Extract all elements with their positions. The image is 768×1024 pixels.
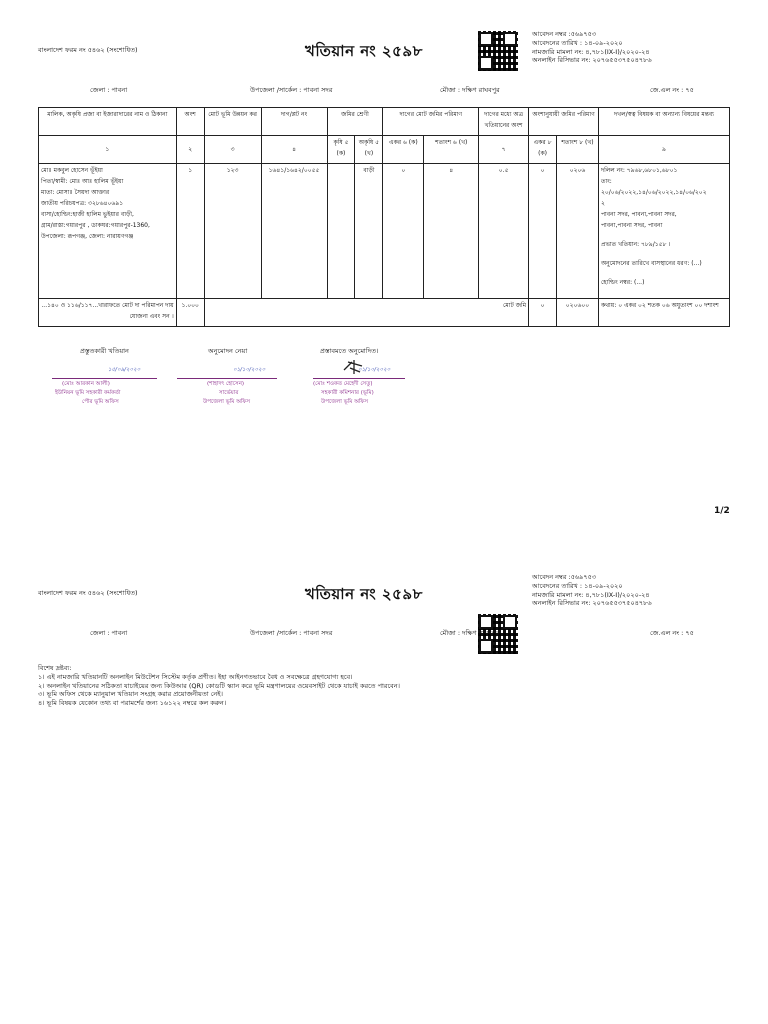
remarks-line: দলিল নং: ৭৯৬৮,৬৮০১,৬৮০১ — [600, 167, 678, 174]
jl-number: জে.এল নং : ৭৫ — [650, 629, 694, 637]
header-remarks: দখল/স্বত্ব বিষয়ক বা অন্যান্য বিষয়ের মন্তব্য — [598, 108, 729, 136]
signature-date: ০১/১০/২০২০ — [233, 367, 266, 373]
note-item: ৩। ভূমি অফিস থেকে ম্যানুয়াল খতিয়ান সংগ্রহ করার প্রয়োজনীয়তা নেই। — [38, 690, 223, 699]
owner-line: উপজেলা: রূপগঞ্জ, জেলা: নারায়ণগঞ্জ — [41, 233, 134, 240]
khatian-table — [38, 107, 730, 327]
upazila: উপজেলা /সার্কেল : পাবনা সদর — [250, 86, 333, 94]
remarks-line: প্রভাত খতিয়ান: ৭৮৯/১৫৮ । — [600, 241, 671, 248]
subheader-shotangsho: শতাংশ ৬ (খ) — [424, 136, 479, 164]
header-share-area: অংশানুযায়ী জমির পরিমাণ — [529, 108, 599, 136]
mouza: মৌজা : দক্ষিণ রাঘবপুর — [440, 86, 500, 94]
signature-office: পৌর ভূমি অফিস — [82, 399, 119, 405]
application-date: আবেদনের তারিখ : ১৪-০৯-২০২০ — [532, 581, 623, 590]
case-number: নামজারি মামলা নং: ৪,৭৮১(IX-I)/২০২০-২৪ — [532, 590, 650, 599]
signature-role: সার্ভেয়ার — [219, 390, 239, 396]
col-num-4: ৪ — [261, 136, 327, 164]
signature-heading: প্রস্তুতকারী খতিয়ান — [80, 347, 129, 355]
application-number: আবেদন নম্বর :৫৬৯৭৫৩ — [532, 30, 597, 38]
akrishi-cell: বাড়ী — [355, 164, 383, 299]
shotangsho-cell: ৪ — [424, 164, 479, 299]
header-class: জমির শ্রেণী — [327, 108, 383, 136]
signature-name: (মোঃ শওকত মেহেদী সেতু) — [313, 381, 373, 387]
signature-date: ০১/১০/২০২০ — [358, 367, 391, 373]
owner-line: পিতা/স্বামী: মোঃ আঃ হালিম ভূঁইয়া — [41, 178, 124, 185]
header-revenue: মোট ভূমি উন্নয়ন কর — [204, 108, 261, 136]
case-number: নামজারি মামলা নং: ৪,৭৮১(IX-I)/২০২০-২৪ — [532, 47, 650, 56]
signature-line — [52, 378, 157, 379]
district: জেলা : পাবনা — [90, 629, 128, 637]
col-num-1: ১ — [39, 136, 177, 164]
online-reference: অনলাইন রিসিভার নং: ২০৭৬৫৫৩৭৫০৪৭৮৬ — [532, 599, 652, 608]
signature-office: উপজেলা ভূমি অফিস — [321, 399, 369, 405]
subheader-krishi: কৃষি ৫ (ক) — [327, 136, 355, 164]
remarks-line: অনুমোদনের তারিখে বাসস্থানের ধরণ: (...) — [600, 260, 702, 267]
signature-office: উপজেলা ভূমি অফিস — [203, 399, 251, 405]
ekor-cell: ০ — [383, 164, 424, 299]
owner-line: মাতা: মোসাঃ সৈয়দা আক্তার — [41, 189, 110, 196]
signature-role: সহকারী কমিশনার (ভূমি) — [321, 390, 374, 396]
mouza: মৌজা : দক্ষিণ রাঘবপুর — [440, 629, 500, 637]
total-shotangsho: ০২০৬০০ — [557, 299, 599, 327]
signature-line — [313, 378, 405, 379]
total-in-words: কথায়: ০ একর ০২ শতক ০৬ অযুতাংশ ০০ দশাংশ — [598, 299, 729, 327]
share-in-dag-cell: ০.৫ — [479, 164, 529, 299]
note-item: ২। অনলাইন খতিয়ানের সঠিকতা যাচাইয়ের জন্য কিউআর (QR) কোডটি স্ক্যান করে ভূমি মন্ত্রণালয়ের ওয়েবসাইট থেকে যাচাই করতে পারবেন। — [38, 681, 400, 690]
jl-number: জে.এল নং : ৭৫ — [650, 86, 694, 94]
signature-line — [177, 378, 277, 379]
upazila: উপজেলা /সার্কেল : পাবনা সদর — [250, 629, 333, 637]
application-info — [532, 30, 732, 65]
page-title: খতিয়ান নং ২৫৯৮ — [305, 585, 423, 603]
col-num-2: ২ — [176, 136, 204, 164]
share-cell: ১ — [176, 164, 204, 299]
col-num-7: ৭ — [479, 136, 529, 164]
qr-code[interactable] — [478, 31, 518, 71]
shot8-cell: ০২০৬ — [557, 164, 599, 299]
district: জেলা : পাবনা — [90, 86, 128, 94]
signature-name: (শাহাদৎ হোসেন) — [207, 381, 245, 387]
remarks-line: পাবনা সদর, পাবনা,পাবনা সদর, — [600, 211, 677, 218]
total-share: ১.০০০ — [176, 299, 204, 327]
application-number: আবেদন নম্বর :৫৬৯৭৫৩ — [532, 573, 597, 581]
owner-line: গ্রাম/রাস্তা:গয়ারপুর , ডাকঘর:গয়ারপুর-1360, — [41, 222, 150, 229]
note-item: ১। এই নামজারি খতিয়ানটি অনলাইন মিউটেশন সিস্টেম কর্তৃক প্রণীত। ইহা আইনগতভাবে বৈধ ও সবক্ষেত্রে গ্রহণযোগ্য হবে। — [38, 672, 353, 681]
remarks-cell — [598, 164, 729, 299]
owner-line: জাতীয় পরিচয়পত্র: ৩২৮৬৪০৬৯১ — [41, 200, 124, 207]
total-ekor: ০ — [529, 299, 557, 327]
owner-line: মোঃ মকবুল হোসেন ভূঁইয়া — [41, 167, 103, 174]
col-num-3: ৩ — [204, 136, 261, 164]
remarks-line: পাবনা,পাবনা সদর, পাবনা — [600, 222, 663, 229]
col-num-9: ৯ — [598, 136, 729, 164]
header-owner: মালিক, অকৃষি প্রজা বা ইজারাদারের নাম ও ঠিকানা — [39, 108, 177, 136]
remarks-line: হোল্ডিং নম্বর: (...) — [600, 279, 645, 286]
subheader-shot-8: শতাংশ ৮ (খ) — [557, 136, 599, 164]
remarks-line: ২০/০৬/২০২২,১৪/০৬/২০২২,১৪/০৬/২০২ — [600, 189, 707, 196]
owner-cell — [39, 164, 177, 299]
ekor8-cell: ০ — [529, 164, 557, 299]
header-dag-area: দাগের মোট জমির পরিমাণ — [383, 108, 479, 136]
signature-heading: প্রস্তাবমতে অনুমোদিত। — [320, 347, 379, 355]
remarks-line: ২ — [600, 200, 605, 207]
online-reference: অনলাইন রিসিভার নং: ২০৭৬৫৫৩৭৫০৪৭৮৬ — [532, 56, 652, 65]
footer-note: ...১৪০ ও ১১৬/১১৭...খারাফতে মোট দা পরিমাপন দায় যোজনা এবং সন । — [39, 299, 177, 327]
application-date: আবেদনের তারিখ : ১৪-০৯-২০২০ — [532, 38, 623, 47]
header-share-in-dag: দাগের মধ্যে অত্র খতিয়ানের অংশ — [479, 108, 529, 136]
special-notes — [38, 664, 728, 708]
total-label: মোট জমি — [204, 299, 528, 327]
subheader-ekor: একর ৬ (ক) — [383, 136, 424, 164]
header-dag: দাগ/প্লট নং — [261, 108, 327, 136]
page-number: 1/2 — [714, 506, 730, 516]
notes-title: বিশেষ দ্রষ্টব্য: — [38, 664, 72, 672]
signature-heading: অনুমোদন নেয়া — [208, 347, 248, 355]
application-info — [532, 573, 732, 608]
owner-line: বাসা/হোল্ডিং:হাজী হালিম ভুইয়ার বাড়ী, — [41, 211, 134, 218]
form-number: বাংলাদেশ ফরম নং ৫৪৬২ (সংশোধিত) — [38, 46, 138, 54]
header-share: অংশ — [176, 108, 204, 136]
form-number: বাংলাদেশ ফরম নং ৫৪৬২ (সংশোধিত) — [38, 589, 138, 597]
remarks-line: তাং: — [600, 178, 612, 185]
dag-cell: ১৬৪১/১৬৪২/০০৫৫ — [261, 164, 327, 299]
subheader-akrishi: অকৃষি ৫ (খ) — [355, 136, 383, 164]
note-item: ৪। ভূমি বিষয়ক যেকোন তথ্য বা পরামর্শের জন্য ১৬১২২ নম্বরে কল করুন। — [38, 699, 227, 708]
subheader-ekor-8: একর ৮ (ক) — [529, 136, 557, 164]
page-title: খতিয়ান নং ২৫৯৮ — [305, 42, 423, 60]
signature-date: ১৫/০৯/২০২০ — [108, 367, 141, 373]
revenue-cell: ১২৩ — [204, 164, 261, 299]
signature-name: (মোঃ আরকান আলী) — [62, 381, 110, 387]
signature-role: ইউনিয়ন ভূমি সহকারী কর্মকর্তা — [55, 390, 121, 396]
krishi-cell — [327, 164, 355, 299]
